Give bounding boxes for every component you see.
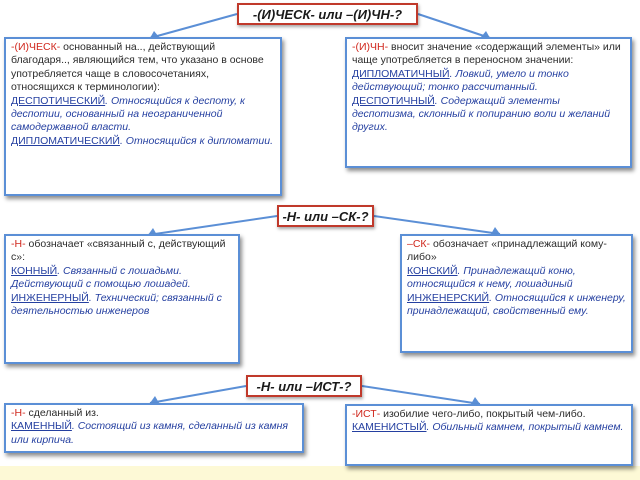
- suffix-label: -(И)ЧЕСК-: [11, 41, 61, 53]
- example-definition: . Состоящий из камня, сделанный из камня или кирпича.: [11, 420, 288, 446]
- example-term: ДЕСПОТИЧЕСКИЙ: [11, 94, 106, 107]
- example-term: КАМЕННЫЙ: [11, 420, 72, 433]
- connector-line: [148, 216, 277, 235]
- example-definition: . Относящийся к инженеру, принадлежащий, свойственный ему.: [407, 291, 626, 318]
- example-entry: [407, 292, 626, 319]
- example-term: ИНЖЕНЕРСКИЙ: [407, 291, 490, 304]
- suffix-label: -ИСТ-: [352, 408, 381, 420]
- example-definition: . Принадлежащий коню, относящийся к нему, лошадиный: [407, 264, 576, 291]
- example-term: ДИПЛОМАТИЧЕСКИЙ: [11, 134, 120, 147]
- arrowhead: [150, 396, 159, 403]
- example-entry: [11, 95, 275, 135]
- example-definition: . Относящийся к деспоту, к деспотии, основанный на неограниченной самодержавной власти.: [11, 94, 245, 134]
- connector-line: [150, 386, 246, 403]
- section-2-title: -Н- или –СК-?: [277, 205, 374, 227]
- connector-line: [418, 14, 490, 38]
- example-entry: [352, 95, 625, 135]
- example-definition: . Содержащий элементы деспотизма, склонный к попиранию воли и желаний других.: [352, 94, 611, 134]
- section-3-left-card: [4, 403, 304, 453]
- connector-line: [362, 386, 480, 404]
- example-definition: . Связанный с лошадьми. Действующий с помощью лошадей.: [11, 264, 191, 291]
- example-term: КОНСКИЙ: [407, 264, 458, 277]
- arrowhead: [471, 397, 480, 404]
- connector-line: [150, 14, 237, 38]
- example-term: ИНЖЕНЕРНЫЙ: [11, 291, 89, 304]
- example-entry: [352, 68, 625, 95]
- arrowhead: [491, 227, 500, 234]
- example-entry: [352, 421, 626, 434]
- suffix-label: -Н-: [11, 238, 26, 250]
- card-description: -Н- обозначает «связанный с, действующий с»:: [11, 238, 226, 264]
- section-3-right-card: [345, 404, 633, 466]
- section-1-left-card: [4, 37, 282, 196]
- suffix-label: –СК-: [407, 238, 431, 250]
- example-definition: . Обильный камнем, покрытый камнем.: [426, 421, 624, 434]
- section-1-title: -(И)ЧЕСК- или –(И)ЧН-?: [237, 3, 418, 25]
- suffix-label: -(И)ЧН-: [352, 41, 389, 53]
- card-description: -ИСТ- изобилие чего-либо, покрытый чем-либо.: [352, 408, 586, 420]
- suffix-label: -Н-: [11, 407, 26, 419]
- example-term: ДИПЛОМАТИЧНЫЙ: [352, 67, 450, 80]
- example-definition: . Технический; связанный с деятельностью инженеров: [11, 291, 222, 318]
- example-entry: [407, 265, 626, 292]
- example-term: КАМЕНИСТЫЙ: [352, 421, 427, 434]
- example-definition: . Ловкий, умело и тонко действующий; тонко рассчитанный.: [352, 67, 569, 94]
- section-2-left-card: [4, 234, 240, 364]
- example-term: ДЕСПОТИЧНЫЙ: [352, 94, 435, 107]
- section-3-title: -Н- или –ИСТ-?: [246, 375, 362, 397]
- example-entry: [11, 135, 275, 148]
- example-definition: . Относящийся к дипломатии.: [119, 134, 274, 147]
- card-description: –СК- обозначает «принадлежащий кому-либо»: [407, 238, 607, 264]
- example-entry: [11, 265, 233, 292]
- example-term: КОННЫЙ: [11, 264, 58, 277]
- card-description: -Н- сделанный из.: [11, 407, 99, 419]
- section-2-right-card: [400, 234, 633, 353]
- example-entry: [11, 292, 233, 319]
- example-entry: [11, 420, 297, 447]
- section-1-right-card: [345, 37, 632, 168]
- card-description: -(И)ЧЕСК- основанный на.., действующий благодаря.., являющийся тем, что указано в основе употребляется чаще в словосочетаниях, относящихся к терминологии):: [11, 41, 264, 94]
- connector-line: [374, 216, 500, 234]
- card-description: -(И)ЧН- вносит значение «содержащий элементы» или чаще употребляется в переносном значении:: [352, 41, 621, 67]
